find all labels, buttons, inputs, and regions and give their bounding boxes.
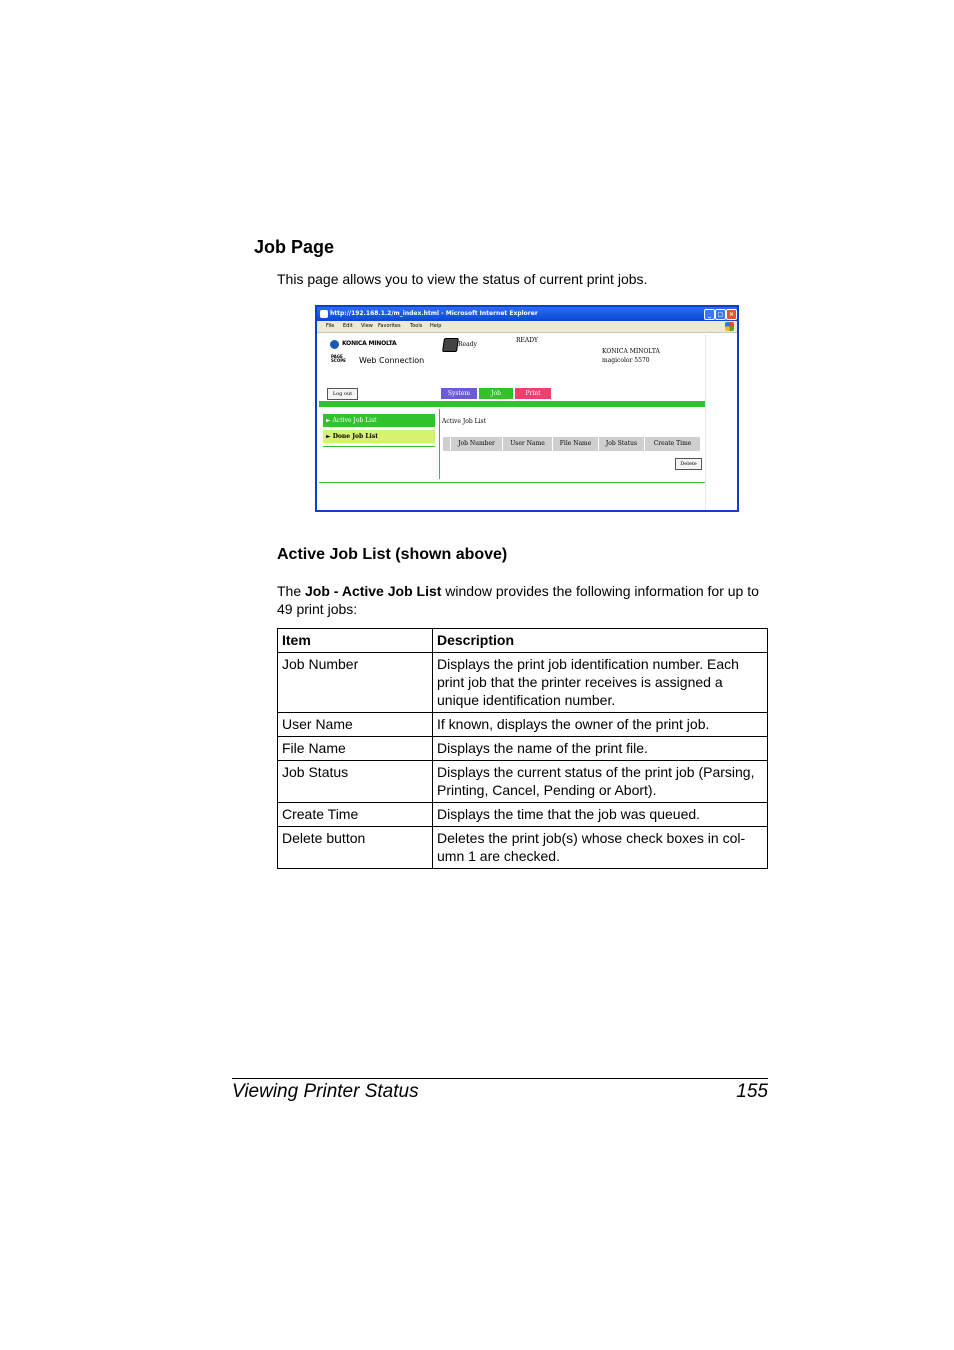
description-cell: Displays the current status of the print job (Parsing, Printing, Cancel, Pending or Abort). — [433, 761, 768, 803]
page-edge — [705, 334, 706, 510]
table-row — [278, 713, 768, 737]
description-cell: Displays the name of the print file. — [433, 737, 768, 761]
description-cell: Displays the time that the job was queued. — [433, 803, 768, 827]
sidebar-item-active-job-list[interactable] — [323, 414, 435, 427]
header-divider — [319, 401, 705, 407]
model-name: magicolor 5570 — [602, 357, 650, 364]
description-paragraph — [277, 582, 777, 618]
panel-title: Active Job List — [442, 418, 487, 425]
brand-logo-text: KONICA MINOLTA — [342, 340, 397, 347]
footer-title: Viewing Printer Status — [232, 1081, 419, 1102]
browser-title: http://192.168.1.2/m_index.html - Microsoft Internet Explorer — [330, 310, 538, 317]
pagescope-logo — [331, 355, 346, 363]
menu-help[interactable]: Help — [430, 323, 442, 329]
printer-icon — [442, 338, 459, 352]
browser-titlebar — [317, 307, 737, 321]
printer-status: READY — [516, 337, 539, 344]
maximize-icon[interactable]: □ — [715, 309, 726, 320]
minimize-icon[interactable]: _ — [704, 309, 715, 320]
header-item: Item — [278, 629, 433, 653]
footer-rule — [232, 1078, 768, 1079]
sidebar-item-label: Done Job List — [332, 433, 378, 440]
sidebar-item-label: Active Job List — [332, 417, 377, 424]
column-user-name[interactable]: User Name — [503, 437, 553, 451]
item-cell: Job Status — [278, 761, 433, 803]
pagescope-line1: PAGE — [331, 354, 343, 359]
arrow-right-icon: ► — [326, 417, 331, 424]
model-brand: KONICA MINOLTA — [602, 348, 660, 355]
column-job-number[interactable]: Job Number — [451, 437, 503, 451]
menu-edit[interactable]: Edit — [343, 323, 353, 329]
vertical-divider — [439, 409, 440, 479]
checkbox-column-header — [443, 437, 451, 451]
logout-button[interactable]: Log out — [327, 388, 358, 400]
windows-logo-icon — [725, 322, 734, 331]
column-job-status[interactable]: Job Status — [599, 437, 645, 451]
section-title: Job Page — [254, 237, 335, 257]
column-file-name[interactable]: File Name — [553, 437, 599, 451]
web-connection-label: Web Connection — [359, 356, 425, 365]
para-bold: Job - Active Job List — [305, 583, 442, 599]
menu-file[interactable]: File — [326, 323, 335, 329]
description-cell: Deletes the print job(s) whose check boxes in col-umn 1 are checked. — [433, 827, 768, 869]
printer-ready-label: Ready — [458, 341, 477, 348]
table-row — [278, 761, 768, 803]
description-cell: If known, displays the owner of the print job. — [433, 713, 768, 737]
arrow-right-icon: ► — [326, 433, 331, 440]
item-cell: Delete button — [278, 827, 433, 869]
table-row — [278, 653, 768, 713]
info-table — [277, 628, 768, 869]
page-number: 155 — [736, 1081, 768, 1102]
pagescope-line2: SCOPE — [331, 358, 346, 363]
item-cell: User Name — [278, 713, 433, 737]
konica-logo-icon — [330, 340, 339, 349]
item-cell: Create Time — [278, 803, 433, 827]
sidebar-divider — [323, 446, 435, 447]
header-description: Description — [433, 629, 768, 653]
table-row — [278, 827, 768, 869]
menu-favorites[interactable]: Favorites — [378, 323, 401, 329]
sidebar-item-done-job-list[interactable] — [323, 430, 435, 443]
ie-icon — [320, 310, 328, 318]
table-row — [278, 803, 768, 827]
subheading: Active Job List (shown above) — [277, 546, 508, 563]
para-before: The — [277, 583, 306, 599]
footer-divider — [319, 482, 705, 483]
item-cell: Job Number — [278, 653, 433, 713]
tab-system[interactable]: System — [441, 388, 477, 399]
item-cell: File Name — [278, 737, 433, 761]
menu-view[interactable]: View — [361, 323, 373, 329]
menu-tools[interactable]: Tools — [410, 323, 423, 329]
delete-button[interactable]: Delete — [675, 458, 702, 470]
intro-text: This page allows you to view the status of current print jobs. — [277, 271, 648, 287]
tab-job[interactable]: Job — [479, 388, 513, 399]
close-icon[interactable]: × — [726, 309, 737, 320]
tab-print[interactable]: Print — [515, 388, 551, 399]
browser-menubar — [317, 321, 737, 333]
browser-screenshot — [315, 305, 739, 512]
column-create-time[interactable]: Create Time — [645, 437, 701, 451]
table-header-row — [278, 629, 768, 653]
table-row — [278, 737, 768, 761]
description-cell: Displays the print job identification number. Each print job that the printer receives is assigned a unique identification number. — [433, 653, 768, 713]
para-after: window provides the following information for up to 49 print jobs: — [277, 583, 759, 617]
